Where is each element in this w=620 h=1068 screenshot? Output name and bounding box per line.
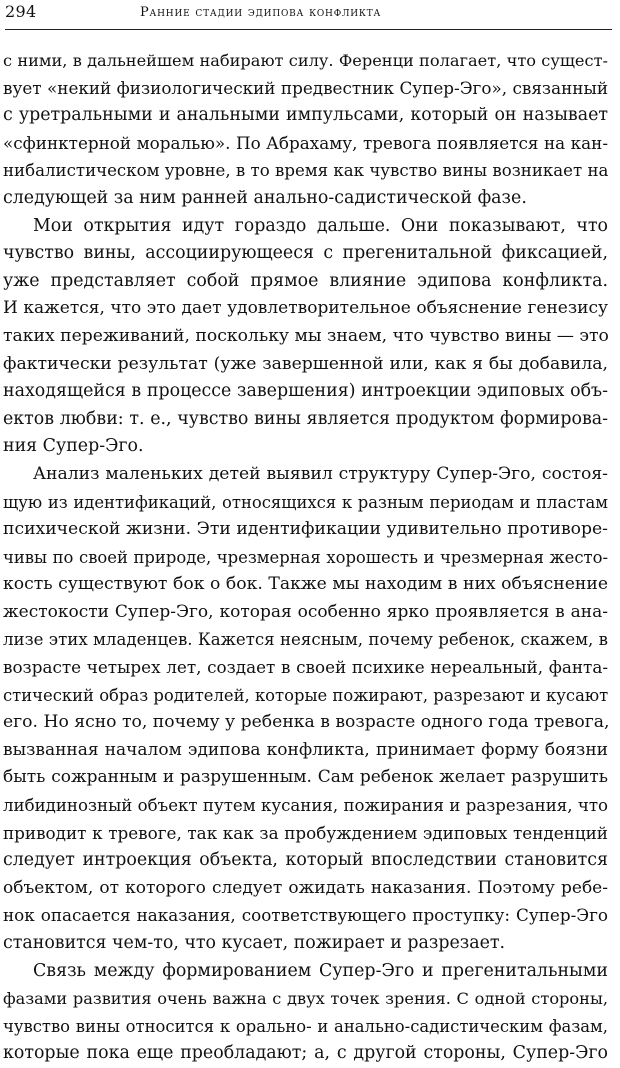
text-line: Связь между формированием Супер-Эго и прегенитальными — [33, 960, 608, 981]
text-line: И кажется, что это дает удовлетворительное объяснение генезису — [3, 298, 608, 319]
text-line: фазами развития очень важна с двух точек зрения. С одной стороны, — [3, 989, 608, 1009]
text-line: фактически результат (уже завершенной или, как я бы добавила, — [3, 353, 608, 374]
text-line: нибалистическом уровне, в то время как чувство вины возникает на — [3, 161, 609, 181]
text-line: лизе этих младенцев. Кажется неясным, почему ребенок, скажем, в — [3, 630, 608, 650]
text-line: с ними, в дальнейшем набирают силу. Ференци полагает, что сущест- — [3, 51, 608, 70]
text-line: щую из идентификаций, относящихся к разным периодам и пластам — [3, 492, 608, 512]
text-line: Анализ маленьких детей выявил структуру Супер-Эго, состоя- — [33, 463, 608, 484]
running-head — [0, 0, 620, 34]
page-number: 294 — [5, 2, 37, 21]
text-line: стический образ родителей, которые пожирают, разрезают и кусают — [3, 685, 609, 705]
text-line: его. Но ясно то, почему у ребенка в возрасте одного года тревога, — [3, 712, 610, 733]
header-rule — [5, 29, 612, 30]
text-line: объектом, от которого следует ожидать наказания. Поэтому ребе- — [3, 877, 608, 898]
text-line: чивы по своей природе, чрезмерная хорошесть и чрезмерная жесто- — [3, 547, 608, 567]
running-title: Ранние стадии эдипова конфликта — [140, 5, 382, 20]
text-line: ния Супер-Эго. — [3, 436, 144, 457]
text-line: чувство вины, ассоциирующееся с прегенитальной фиксацией, — [3, 243, 608, 264]
text-line: таких переживаний, поскольку мы знаем, что чувство вины — это — [3, 325, 609, 346]
text-line: следует интроекция объекта, который впоследствии становится — [3, 850, 608, 871]
text-line: следующей за ним ранней анально-садистической фазе. — [3, 187, 527, 208]
text-line: нок опасается наказания, соответствующего проступку: Супер-Эго — [3, 905, 608, 926]
text-line: быть сожранным и разрушенным. Сам ребенок желает разрушить — [3, 767, 608, 788]
text-line: становится чем-то, что кусает, пожирает и разрезает. — [3, 933, 506, 953]
text-line: с уретральными и анальными импульсами, который он называет — [3, 105, 608, 126]
text-line: «сфинктерной моралью». По Абрахаму, тревога появляется на кан- — [3, 132, 608, 153]
text-line: возрасте четырех лет, создает в своей психике нереальный, фанта- — [3, 657, 608, 678]
text-line: либидинозный объект путем кусания, пожирания и разрезания, что — [3, 796, 608, 816]
text-line: ектов любви: т. е., чувство вины является продуктом формирова- — [3, 408, 608, 429]
text-line: приводит к тревоге, так как за пробуждением эдиповых тенденций — [3, 822, 608, 843]
text-line: кость существуют бок о бок. Также мы находим в них объяснение — [3, 574, 608, 595]
text-line: вует «некий физиологический предвестник Супер-Эго», связанный — [3, 77, 608, 98]
text-line: психической жизни. Эти идентификации удивительно противоре- — [3, 519, 608, 540]
text-line: уже представляет собой прямое влияние эдипова конфликта. — [3, 270, 608, 291]
text-line: чувство вины относится к орально- и анально-садистическим фазам, — [3, 1016, 608, 1036]
text-line: находящейся в процессе завершения) интроекции эдиповых объ- — [3, 381, 608, 402]
body-text — [0, 47, 620, 1068]
text-line: вызванная началом эдипова конфликта, принимает форму боязни — [3, 739, 608, 760]
text-line: жестокости Супер-Эго, которая особенно ярко проявляется в ана- — [3, 601, 608, 622]
text-line: которые пока еще преобладают; а, с другой стороны, Супер-Эго — [3, 1043, 608, 1064]
text-line: Мои открытия идут гораздо дальше. Они показывают, что — [33, 215, 608, 236]
